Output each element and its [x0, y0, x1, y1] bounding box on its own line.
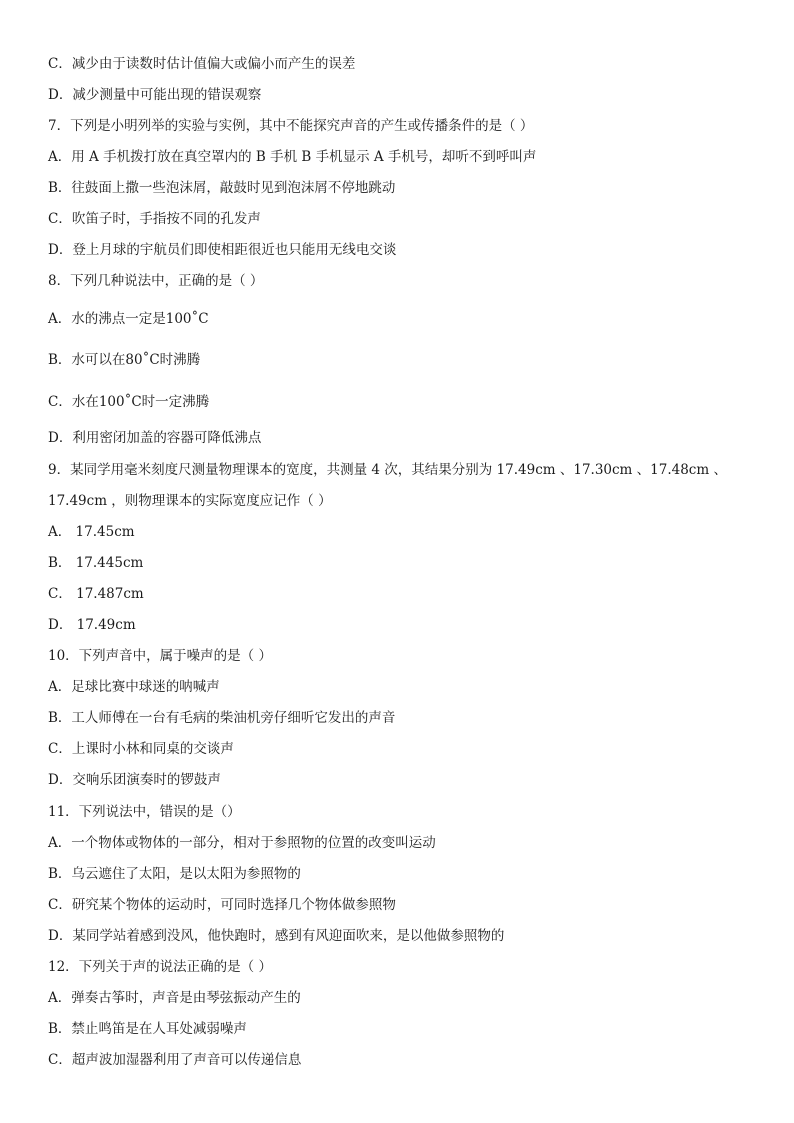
option-a-q8: A．水的沸点一定是100˚C: [48, 311, 209, 327]
question-9: 9．某同学用毫米刻度尺测量物理课本的宽度，共测量 4 次，其结果分别为 17.49cm 、17.30cm 、17.48cm 、: [48, 462, 727, 478]
option-a-q9: A． 17.45cm: [48, 524, 135, 540]
option-d-q8: D．利用密闭加盖的容器可降低沸点: [48, 430, 262, 446]
option-d-q6: D．减少测量中可能出现的错误观察: [48, 87, 262, 103]
question-10: 10．下列声音中，属于噪声的是（ ）: [48, 648, 272, 664]
option-d-q9: D． 17.49cm: [48, 617, 136, 633]
option-b-q10: B．工人师傅在一台有毛病的柴油机旁仔细听它发出的声音: [48, 710, 396, 726]
question-11: 11．下列说法中，错误的是（）: [48, 804, 241, 820]
option-c-q9: C． 17.487cm: [48, 586, 144, 602]
option-b-q7: B．往鼓面上撒一些泡沫屑，敲鼓时见到泡沫屑不停地跳动: [48, 180, 396, 196]
option-c-q7: C．吹笛子时，手指按不同的孔发声: [48, 211, 261, 227]
question-12: 12．下列关于声的说法正确的是（ ）: [48, 959, 272, 975]
option-d-q7: D．登上月球的宇航员们即使相距很近也只能用无线电交谈: [48, 242, 397, 258]
option-b-q11: B．乌云遮住了太阳，是以太阳为参照物的: [48, 866, 301, 882]
option-c-q11: C．研究某个物体的运动时，可同时选择几个物体做参照物: [48, 897, 396, 913]
option-c-q10: C．上课时小林和同桌的交谈声: [48, 741, 234, 757]
option-b-q12: B．禁止鸣笛是在人耳处减弱噪声: [48, 1021, 247, 1037]
option-c-q6: C．减少由于读数时估计值偏大或偏小而产生的误差: [48, 56, 356, 72]
option-a-q12: A．弹奏古筝时，声音是由琴弦振动产生的: [48, 990, 301, 1006]
option-a-q11: A．一个物体或物体的一部分，相对于参照物的位置的改变叫运动: [48, 835, 436, 851]
question-9-cont: 17.49cm ，则物理课本的实际宽度应记作（ ）: [48, 493, 332, 509]
option-a-q10: A．足球比赛中球迷的呐喊声: [48, 679, 220, 695]
option-b-q8: B．水可以在80˚C时沸腾: [48, 352, 201, 368]
option-d-q11: D．某同学站着感到没风，他快跑时，感到有风迎面吹来，是以他做参照物的: [48, 928, 505, 944]
option-c-q12: C．超声波加湿器利用了声音可以传递信息: [48, 1052, 302, 1068]
option-b-q9: B． 17.445cm: [48, 555, 144, 571]
option-a-q7: A．用 A 手机拨打放在真空罩内的 B 手机 B 手机显示 A 手机号，却听不到呼叫声: [48, 149, 537, 165]
option-d-q10: D．交响乐团演奏时的锣鼓声: [48, 772, 221, 788]
question-8: 8．下列几种说法中，正确的是（ ）: [48, 273, 264, 289]
question-7: 7．下列是小明列举的实验与实例，其中不能探究声音的产生或传播条件的是（ ）: [48, 118, 534, 134]
option-c-q8: C．水在100˚C时一定沸腾: [48, 394, 210, 410]
